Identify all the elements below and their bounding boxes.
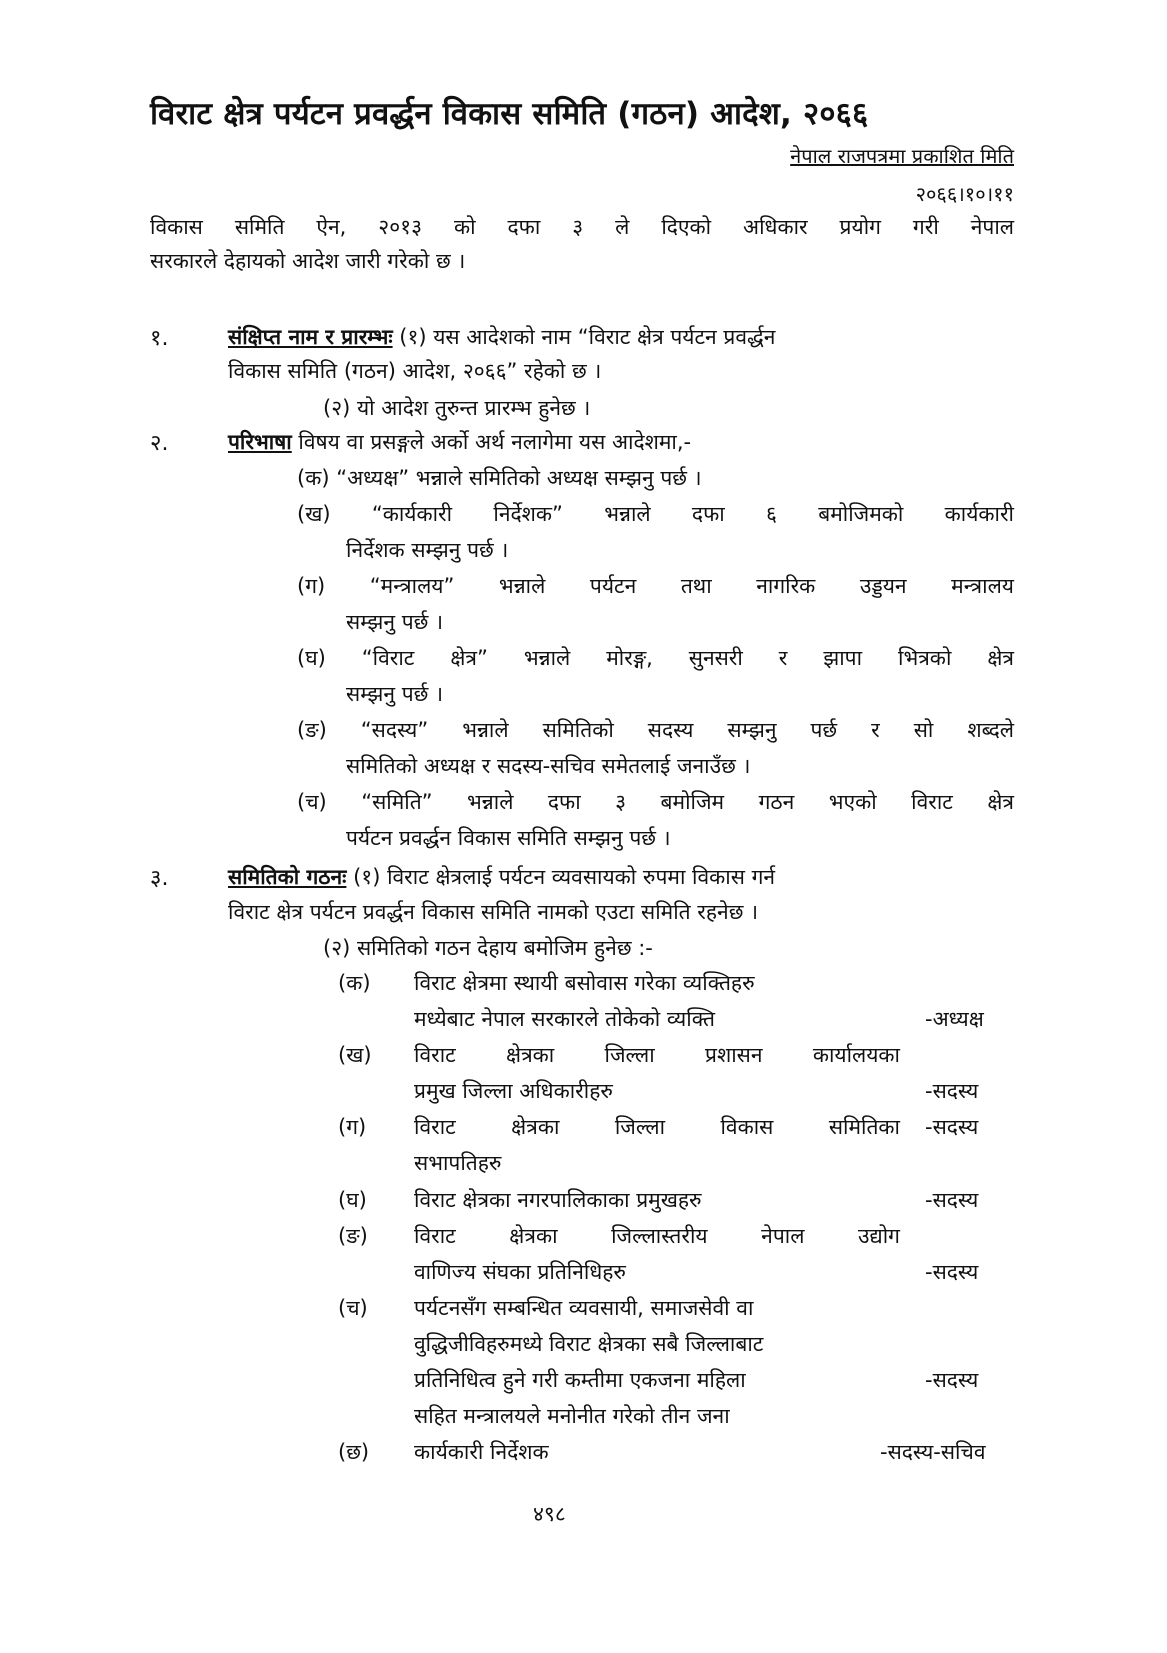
definition-kha-line-1: (ख) “कार्यकारी निर्देशक” भन्नाले दफा ६ बमोजिमको कार्यकारी [297, 502, 1014, 526]
section-1-heading: संक्षिप्त नाम र प्रारम्भः [228, 325, 393, 349]
member-chha-line-1: कार्यकारी निर्देशक [414, 1440, 549, 1464]
section-2-text: विषय वा प्रसङ्गले अर्को अर्थ नलागेमा यस आदेशमा,- [291, 430, 692, 454]
section-1-line-2: विकास समिति (गठन) आदेश, २०६६” रहेको छ । [228, 359, 602, 383]
member-label-cha: (च) [338, 1296, 368, 1320]
definition-gha-line-2: सम्झनु पर्छ । [346, 682, 444, 706]
definition-ga-line-2: सम्झनु पर्छ । [346, 610, 444, 634]
page-number: ४९८ [533, 1502, 566, 1526]
definition-cha-line-1: (च) “समिति” भन्नाले दफा ३ बमोजिम गठन भएको विराट क्षेत्र [297, 790, 1014, 814]
member-label-kha: (ख) [338, 1043, 372, 1067]
publication-date: २०६६।१०।११ [915, 182, 1014, 206]
member-nga-line-1: विराट क्षेत्रका जिल्लास्तरीय नेपाल उद्योग [414, 1224, 900, 1248]
member-kha-line-1: विराट क्षेत्रका जिल्ला प्रशासन कार्यालयका [414, 1043, 900, 1067]
section-3-line-2: विराट क्षेत्र पर्यटन प्रवर्द्धन विकास समिति नामको एउटा समिति रहनेछ । [228, 900, 759, 924]
member-kha-line-2: प्रमुख जिल्ला अधिकारीहरु [414, 1079, 613, 1103]
definition-cha-line-2: पर्यटन प्रवर्द्धन विकास समिति सम्झनु पर्छ । [346, 826, 671, 850]
definition-nga-line-2: समितिको अध्यक्ष र सदस्य-सचिव समेतलाई जनाउँछ । [346, 754, 751, 778]
member-ga-role: -सदस्य [925, 1115, 979, 1139]
member-label-ga: (ग) [338, 1115, 367, 1139]
definition-ka: (क) “अध्यक्ष” भन्नाले समितिको अध्यक्ष सम्झनु पर्छ । [297, 466, 702, 490]
section-2-intro [228, 427, 691, 457]
member-gha-role: -सदस्य [925, 1188, 979, 1212]
member-label-chha: (छ) [338, 1440, 370, 1464]
member-ka-role: -अध्यक्ष [925, 1007, 984, 1031]
section-3-line-3: (२) समितिको गठन देहाय बमोजिम हुनेछ :- [323, 936, 653, 960]
preamble-line-1: विकास समिति ऐन, २०१३ को दफा ३ ले दिएको अधिकार प्रयोग गरी नेपाल [150, 215, 1014, 239]
section-number-2: २. [150, 431, 169, 456]
member-cha-line-2: वुद्धिजीविहरुमध्ये विराट क्षेत्रका सबै जिल्लाबाट [414, 1332, 764, 1356]
member-label-nga: (ङ) [338, 1224, 368, 1248]
publication-note: नेपाल राजपत्रमा प्रकाशित मिति [790, 144, 1014, 168]
preamble-line-2: सरकारले देहायको आदेश जारी गरेको छ । [150, 249, 466, 273]
member-ga-line-2: सभापतिहरु [414, 1151, 502, 1175]
definition-nga-line-1: (ङ) “सदस्य” भन्नाले समितिको सदस्य सम्झनु पर्छ र सो शब्दले [297, 718, 1014, 742]
section-number-1: १. [150, 326, 169, 351]
section-number-3: ३. [150, 866, 169, 891]
section-1-text: (१) यस आदेशको नाम “विराट क्षेत्र पर्यटन प्रवर्द्धन [392, 325, 776, 349]
member-ka-line-1: विराट क्षेत्रमा स्थायी बसोवास गरेका व्यक्तिहरु [414, 971, 755, 995]
section-1-line-1 [228, 322, 1014, 352]
member-cha-line-3: प्रतिनिधित्व हुने गरी कम्तीमा एकजना महिला [414, 1368, 746, 1392]
member-cha-line-4: सहित मन्त्रालयले मनोनीत गरेको तीन जना [414, 1404, 730, 1428]
member-gha-line-1: विराट क्षेत्रका नगरपालिकाका प्रमुखहरु [414, 1188, 702, 1212]
member-label-gha: (घ) [338, 1188, 367, 1212]
member-ka-line-2: मध्येबाट नेपाल सरकारले तोकेको व्यक्ति [414, 1007, 715, 1031]
member-kha-role: -सदस्य [925, 1079, 979, 1103]
member-nga-line-2: वाणिज्य संघका प्रतिनिधिहरु [414, 1260, 626, 1284]
member-cha-line-1: पर्यटनसँग सम्बन्धित व्यवसायी, समाजसेवी वा [414, 1296, 754, 1320]
section-3-line-1 [228, 862, 1014, 892]
member-cha-role: -सदस्य [925, 1368, 979, 1392]
member-ga-line-1: विराट क्षेत्रका जिल्ला विकास समितिका [414, 1115, 900, 1139]
section-3-heading: समितिको गठनः [228, 865, 347, 889]
member-label-ka: (क) [338, 971, 371, 995]
section-3-text: (१) विराट क्षेत्रलाई पर्यटन व्यवसायको रुपमा विकास गर्न [346, 865, 776, 889]
definition-gha-line-1: (घ) “विराट क्षेत्र” भन्नाले मोरङ्ग, सुनसरी र झापा भित्रको क्षेत्र [297, 646, 1014, 670]
definition-kha-line-2: निर्देशक सम्झनु पर्छ । [346, 538, 509, 562]
section-1-line-3: (२) यो आदेश तुरुन्त प्रारम्भ हुनेछ । [323, 396, 591, 420]
member-chha-role: -सदस्य-सचिव [880, 1440, 986, 1464]
document-title: विराट क्षेत्र पर्यटन प्रवर्द्धन विकास समिति (गठन) आदेश, २०६६ [150, 96, 869, 132]
definition-ga-line-1: (ग) “मन्त्रालय” भन्नाले पर्यटन तथा नागरिक उड्डयन मन्त्रालय [297, 574, 1014, 598]
member-nga-role: -सदस्य [925, 1260, 979, 1284]
section-2-heading: परिभाषा [228, 430, 292, 454]
